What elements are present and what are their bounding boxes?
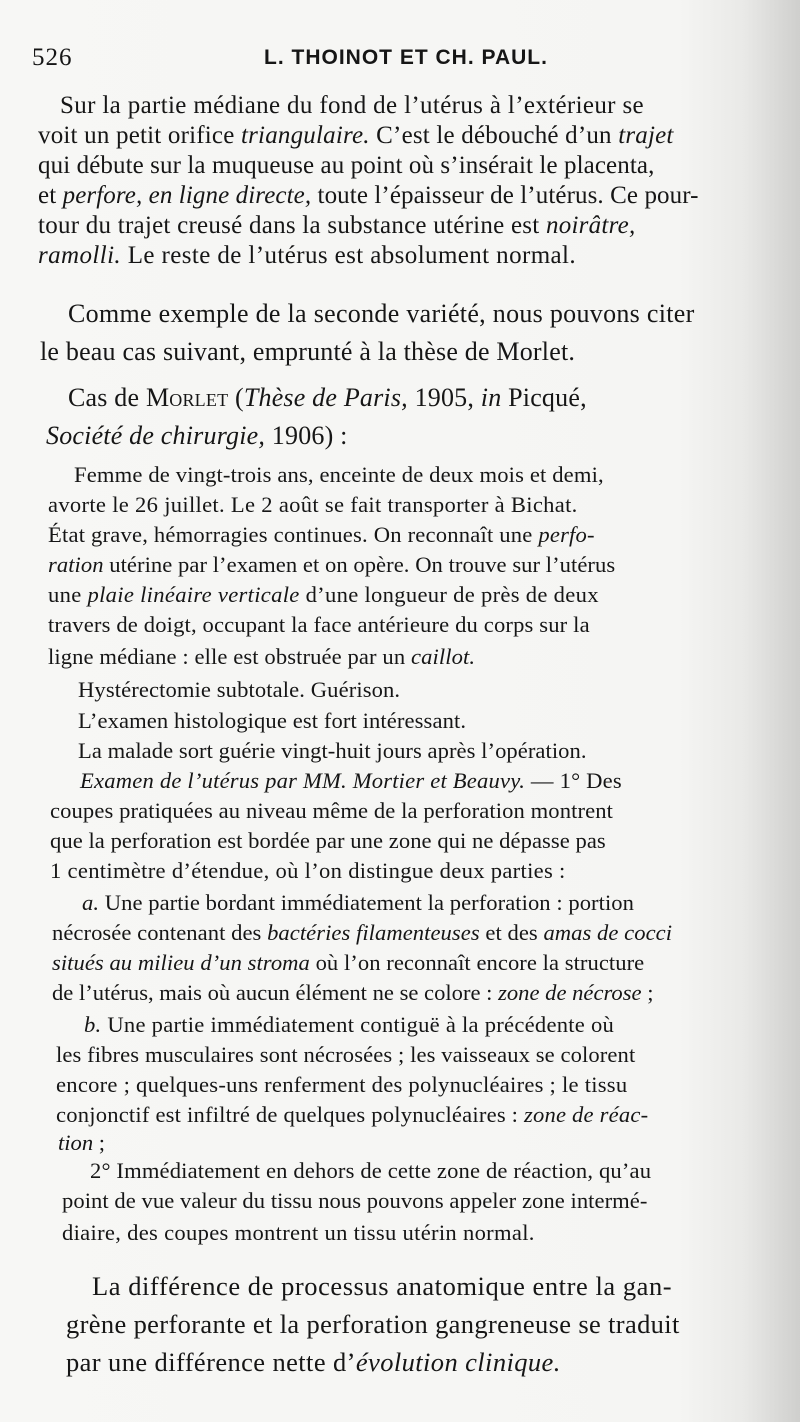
- text-line: par une différence nette d’évolution clinique.: [66, 1347, 561, 1377]
- text-line: La différence de processus anatomique entre la gan-: [92, 1271, 673, 1301]
- text-line: encore ; quelques-uns renferment des polynucléaires ; le tissu: [56, 1072, 628, 1097]
- text-line: 2° Immédiatement en dehors de cette zone de réaction, qu’au: [90, 1158, 652, 1183]
- text-line: travers de doigt, occupant la face antérieure du corps sur la: [48, 612, 590, 637]
- text-line: nécrosée contenant des bactéries filamenteuses et des amas de cocci: [52, 920, 673, 945]
- text-line: Hystérectomie subtotale. Guérison.: [78, 677, 401, 702]
- running-head: L. THOINOT ET CH. PAUL.: [264, 46, 548, 69]
- text-line: le beau cas suivant, emprunté à la thèse de Morlet.: [40, 337, 576, 366]
- text-line: ligne médiane : elle est obstruée par un caillot.: [48, 644, 476, 669]
- text-line: voit un petit orifice triangulaire. C’est le débouché d’un trajet: [38, 122, 674, 149]
- text-line: point de vue valeur du tissu nous pouvons appeler zone intermé-: [62, 1188, 648, 1213]
- text-line: coupes pratiquées au niveau même de la perforation montrent: [50, 798, 613, 823]
- text-line: L’examen histologique est fort intéressant.: [78, 708, 467, 733]
- text-line: 1 centimètre d’étendue, où l’on distingue deux parties :: [50, 858, 566, 883]
- text-line: Examen de l’utérus par MM. Mortier et Beauvy. — 1° Des: [80, 768, 622, 793]
- text-line: État grave, hémorragies continues. On reconnaît une perfo-: [48, 522, 595, 547]
- text-line: avorte le 26 juillet. Le 2 août se fait transporter à Bichat.: [48, 492, 578, 517]
- text-line: que la perforation est bordée par une zone qui ne dépasse pas: [50, 828, 606, 853]
- text-line: b. Une partie immédiatement contiguë à la précédente où: [84, 1012, 615, 1037]
- text-line: ramolli. Le reste de l’utérus est absolument normal.: [38, 242, 577, 269]
- text-line: tour du trajet creusé dans la substance utérine est noirâtre,: [38, 212, 636, 239]
- text-line: situés au milieu d’un stroma où l’on reconnaît encore la structure: [52, 950, 645, 975]
- text-line: Cas de Morlet (Thèse de Paris, 1905, in Picqué,: [68, 383, 587, 412]
- text-line: qui débute sur la muqueuse au point où s’insérait le placenta,: [38, 152, 655, 179]
- text-line: et perfore, en ligne directe, toute l’épaisseur de l’utérus. Ce pour-: [38, 182, 699, 209]
- text-line: Société de chirurgie, 1906) :: [46, 421, 348, 450]
- text-line: Comme exemple de la seconde variété, nous pouvons citer: [68, 299, 695, 328]
- text-line: une plaie linéaire verticale d’une longueur de près de deux: [48, 582, 599, 607]
- text-line: La malade sort guérie vingt-huit jours après l’opération.: [78, 738, 587, 763]
- text-line: les fibres musculaires sont nécrosées ; les vaisseaux se colorent: [56, 1042, 636, 1067]
- text-line: de l’utérus, mais où aucun élément ne se colore : zone de nécrose ;: [52, 980, 654, 1005]
- text-line: grène perforante et la perforation gangreneuse se traduit: [66, 1309, 680, 1339]
- text-line: ration utérine par l’examen et on opère. On trouve sur l’utérus: [48, 552, 616, 577]
- page-number: 526: [32, 44, 73, 71]
- author-name: Morlet: [145, 383, 229, 412]
- text-line: tion ;: [58, 1130, 106, 1155]
- page-header: [32, 44, 732, 78]
- text-line: diaire, des coupes montrent un tissu utérin normal.: [62, 1220, 535, 1245]
- text-line: Femme de vingt-trois ans, enceinte de deux mois et demi,: [74, 462, 604, 487]
- text-line: a. Une partie bordant immédiatement la perforation : portion: [82, 890, 634, 915]
- text-line: Sur la partie médiane du fond de l’utérus à l’extérieur se: [60, 92, 644, 119]
- text-line: conjonctif est infiltré de quelques polynucléaires : zone de réac-: [56, 1102, 649, 1127]
